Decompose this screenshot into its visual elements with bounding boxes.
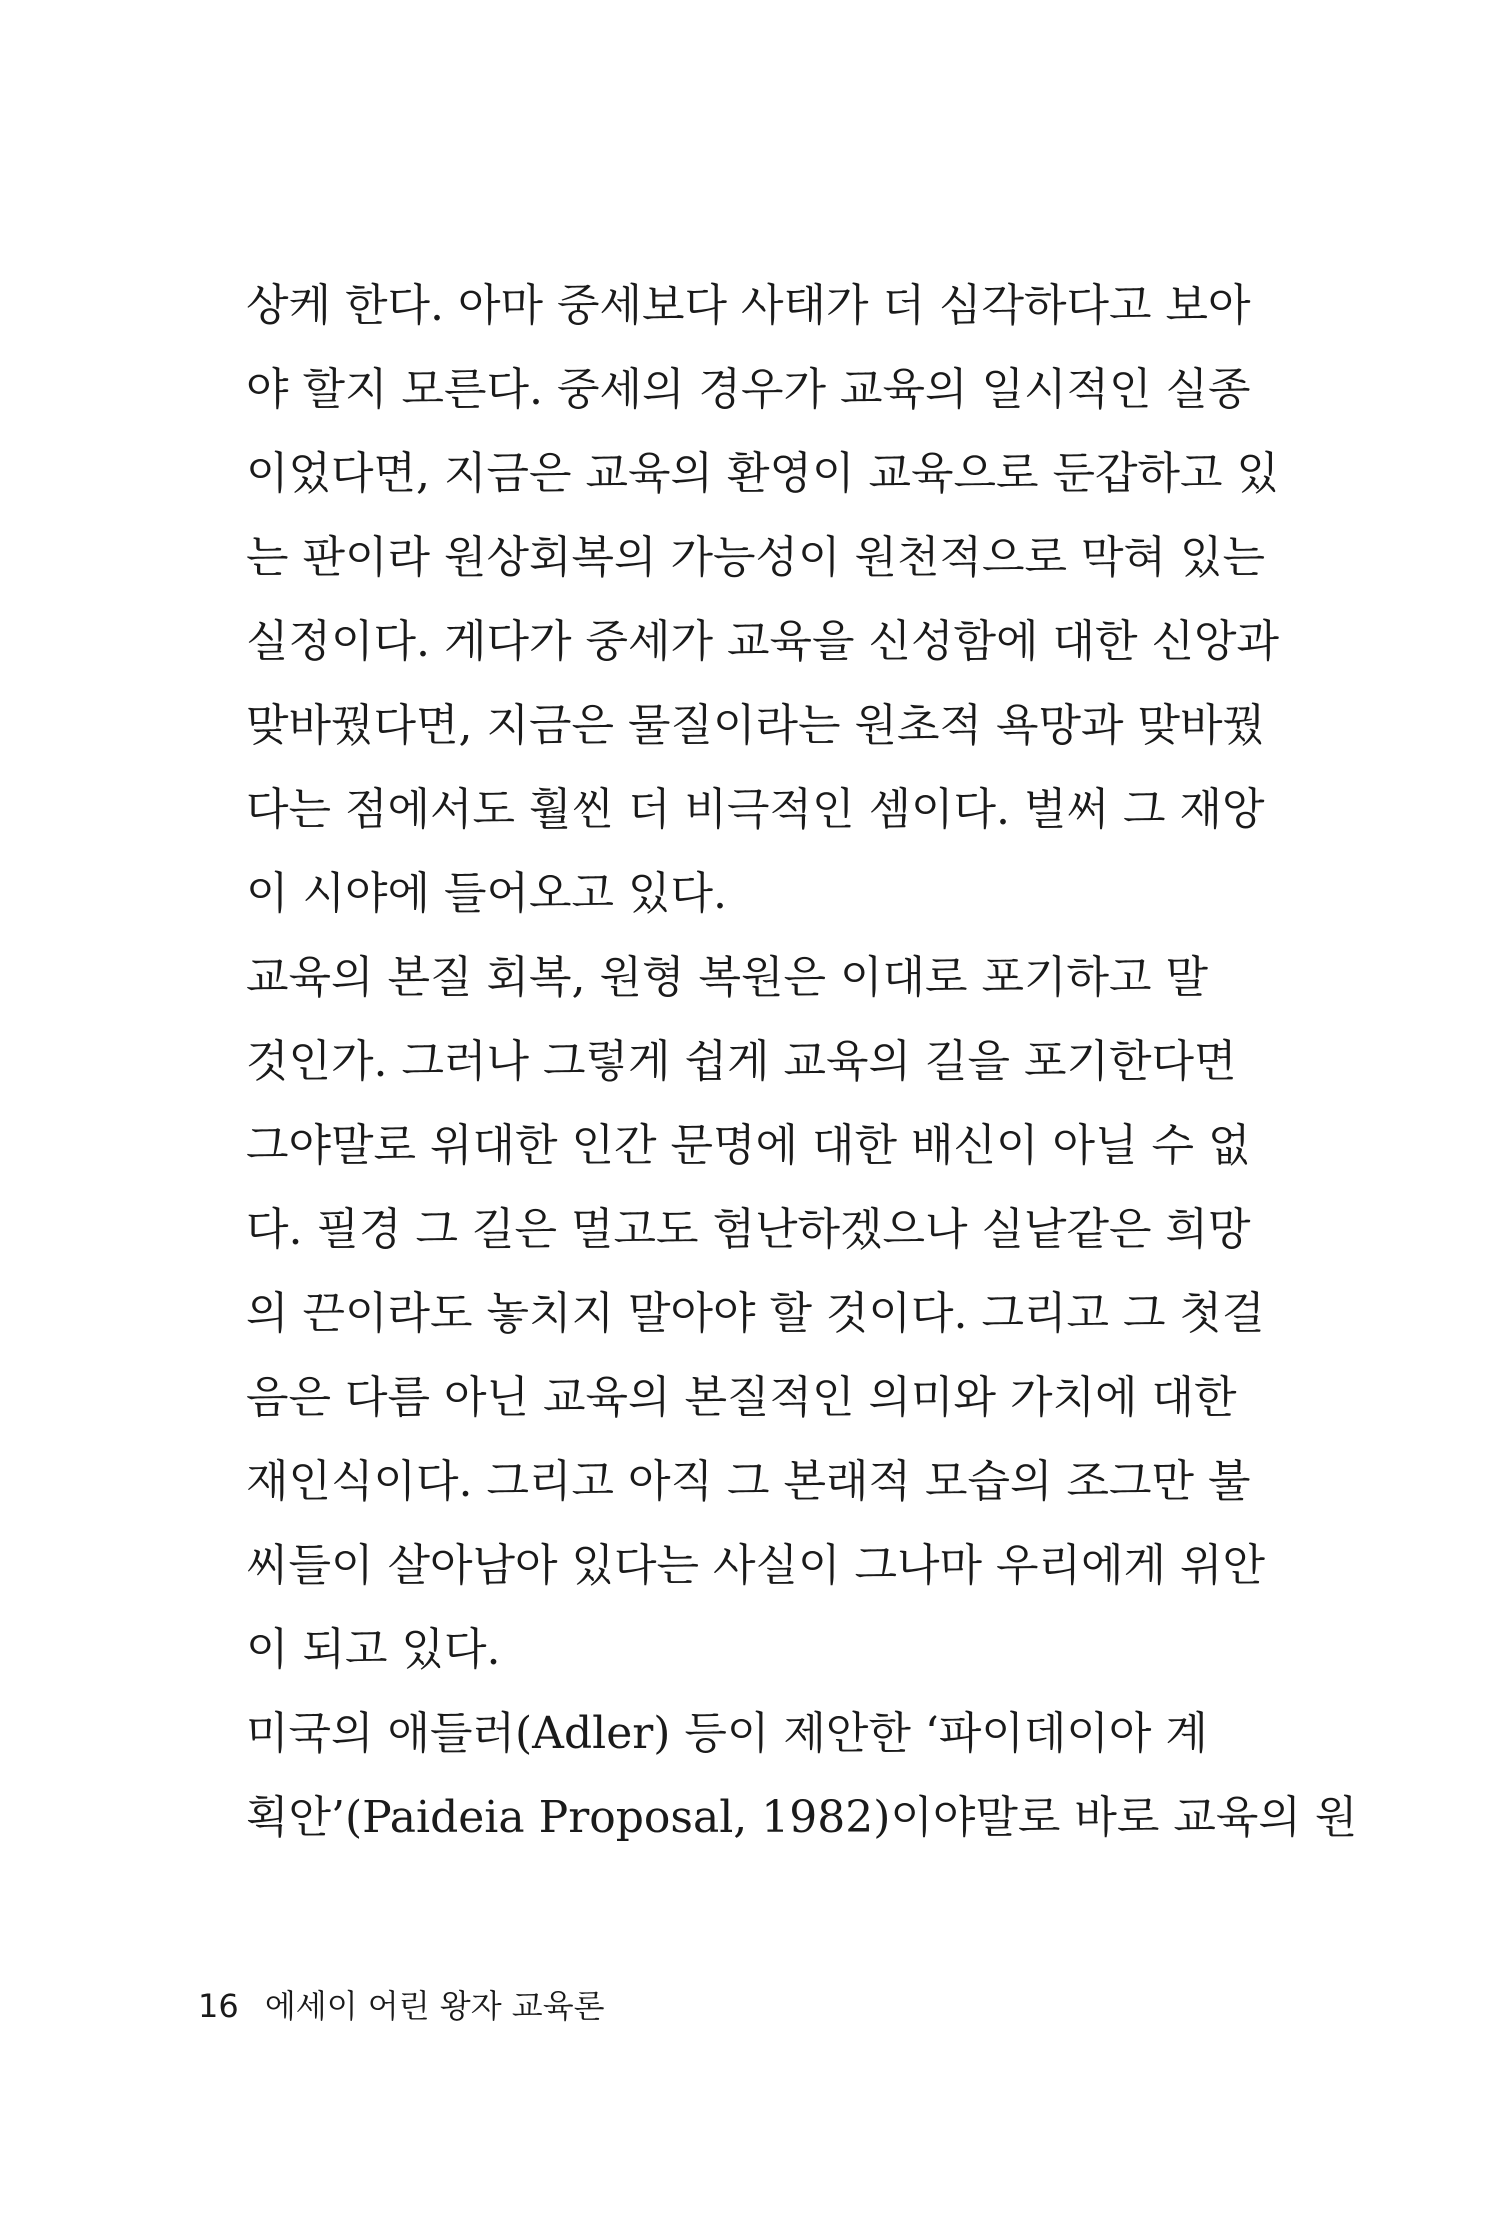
text-line: 재인식이다. 그리고 아직 그 본래적 모습의 조그만 불 xyxy=(246,1456,1251,1507)
text-line: 다는 점에서도 훨씬 더 비극적인 셈이다. 벌써 그 재앙 xyxy=(246,784,1265,835)
text-line: 이었다면, 지금은 교육의 환영이 교육으로 둔갑하고 있 xyxy=(246,448,1279,499)
page-footer xyxy=(198,1986,605,2026)
text-line: 미국의 애들러(Adler) 등이 제안한 ‘파이데이아 계 xyxy=(246,1708,1208,1759)
body-text xyxy=(246,264,1358,1860)
text-line: 실정이다. 게다가 중세가 교육을 신성함에 대한 신앙과 xyxy=(246,616,1279,667)
text-line: 획안’(Paideia Proposal, 1982)이야말로 바로 교육의 원 xyxy=(246,1792,1358,1843)
text-line: 음은 다름 아닌 교육의 본질적인 의미와 가치에 대한 xyxy=(246,1372,1237,1423)
text-line: 의 끈이라도 놓치지 말아야 할 것이다. 그리고 그 첫걸 xyxy=(246,1288,1265,1339)
text-line: 는 판이라 원상회복의 가능성이 원천적으로 막혀 있는 xyxy=(246,532,1266,583)
text-line: 상케 한다. 아마 중세보다 사태가 더 심각하다고 보아 xyxy=(246,280,1251,331)
text-line: 교육의 본질 회복, 원형 복원은 이대로 포기하고 말 xyxy=(246,952,1208,1003)
text-line: 씨들이 살아남아 있다는 사실이 그나마 우리에게 위안 xyxy=(246,1540,1266,1591)
text-line: 이 되고 있다. xyxy=(246,1624,501,1675)
page-number: 16 xyxy=(198,1987,239,2025)
text-line: 야 할지 모른다. 중세의 경우가 교육의 일시적인 실종 xyxy=(246,364,1251,415)
text-line: 다. 필경 그 길은 멀고도 험난하겠으나 실낱같은 희망 xyxy=(246,1204,1251,1255)
text-line: 그야말로 위대한 인간 문명에 대한 배신이 아닐 수 없 xyxy=(246,1120,1251,1171)
text-line: 이 시야에 들어오고 있다. xyxy=(246,868,727,919)
book-title: 에세이 어린 왕자 교육론 xyxy=(264,1987,605,2025)
text-line: 맞바꿨다면, 지금은 물질이라는 원초적 욕망과 맞바꿨 xyxy=(246,700,1266,751)
text-line: 것인가. 그러나 그렇게 쉽게 교육의 길을 포기한다면 xyxy=(246,1036,1237,1087)
